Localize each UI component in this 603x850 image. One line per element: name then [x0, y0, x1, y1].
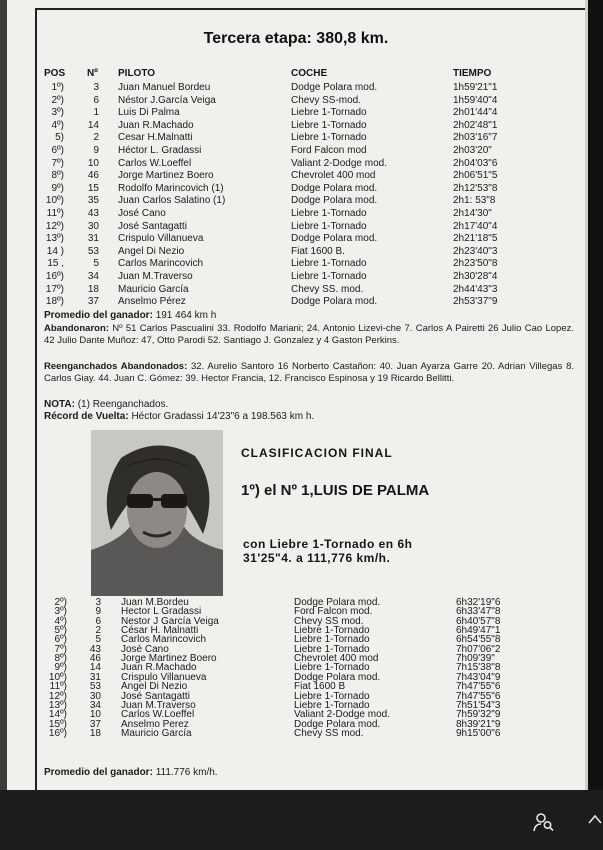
- stage-row-pilot: Mauricio García: [118, 283, 189, 295]
- chevron-up-icon[interactable]: [586, 808, 603, 837]
- final-row-car: Liebre 1-Tornado: [294, 662, 370, 674]
- final-row-car: Ford Falcon mod.: [294, 606, 373, 618]
- final-row-pos: 5º): [54, 625, 67, 637]
- final-average-value: 111.776 km/h.: [155, 767, 218, 778]
- final-row-pilot: Carlos Marincovich: [121, 634, 207, 646]
- stage-row-pilot: Angel Di Nezio: [118, 245, 185, 257]
- stage-row-time: 2h44'43"3: [453, 283, 498, 295]
- stage-row-pos: 13º): [45, 233, 64, 245]
- stage-row-num: 35: [87, 195, 99, 207]
- stage-row-num: 15: [87, 182, 99, 194]
- final-row-num: 53: [89, 681, 101, 693]
- stage-row-time: 2h23'50"8: [453, 258, 498, 270]
- stage-row-time: 2h04'03"6: [453, 157, 498, 169]
- stage-row-car: Liebre 1-Tornado: [291, 258, 367, 270]
- final-row-num: 6: [95, 615, 101, 627]
- final-row-car: Liebre 1-Tornado: [294, 643, 370, 655]
- stage-row-num: 46: [87, 170, 99, 182]
- header-pilot: PILOTO: [118, 68, 156, 79]
- final-row-time: 7h47'55"6: [456, 690, 501, 702]
- stage-row-pilot: Juan M.Traverso: [118, 271, 193, 282]
- final-row-car: Liebre 1-Tornado: [294, 690, 370, 702]
- final-row-time: 6h33'47"8: [456, 606, 501, 618]
- final-row-car: Liebre 1-Tornado: [294, 634, 370, 646]
- page-title: Tercera etapa: 380,8 km.: [203, 30, 389, 47]
- stage-row-car: Valiant 2-Dodge mod.: [291, 157, 387, 169]
- final-row-pilot: Mauricio García: [121, 727, 192, 739]
- driver-photo: [91, 430, 223, 596]
- search-people-icon[interactable]: [531, 810, 555, 839]
- final-row-pos: 14º): [48, 709, 67, 721]
- final-row-time: 9h15'00"6: [456, 727, 501, 739]
- stage-row-pilot: Rodolfo Marincovich (1): [118, 182, 224, 194]
- rejoined-label: Reenganchados Abandonados:: [44, 361, 188, 372]
- stage-row-pos: 7º): [51, 157, 64, 169]
- final-row-num: 2: [95, 625, 101, 637]
- stage-row-time: 2h1: 53"8: [453, 195, 496, 207]
- stage-row-num: 1: [93, 107, 99, 119]
- stage-row-pilot: Juan Carlos Salatino (1): [118, 195, 226, 207]
- stage-row-car: Liebre 1-Tornado: [291, 208, 367, 219]
- stage-row-num: 5: [93, 258, 99, 270]
- final-row-pilot: Juan R.Machado: [121, 662, 197, 674]
- final-row-pilot: Angel Di Nezio: [121, 681, 188, 693]
- final-row-num: 37: [89, 718, 101, 730]
- stage-row-num: 3: [93, 82, 99, 93]
- stage-row-time: 2h12'53"8: [453, 182, 498, 194]
- stage-row-car: Fiat 1600 B.: [291, 245, 345, 257]
- stage-row-pilot: José Cano: [118, 208, 166, 219]
- final-row-car: Dodge Polara mod.: [294, 597, 381, 608]
- final-row-car: Fiat 1600 B: [294, 681, 346, 693]
- note-label: NOTA:: [44, 399, 75, 410]
- final-row-num: 46: [89, 653, 101, 665]
- final-row-pilot: José Cano: [121, 643, 169, 655]
- abandoned-label: Abandonaron:: [44, 323, 109, 334]
- final-row-time: 7h09'39": [456, 653, 495, 665]
- stage-row-time: 2h17'40"4: [453, 220, 498, 232]
- stage-row-time: 2h06'51"5: [453, 170, 498, 182]
- final-row-time: 7h59'32"9: [456, 709, 501, 721]
- stage-row-num: 30: [87, 220, 99, 232]
- final-row-pilot: Juan M.Traverso: [121, 699, 196, 711]
- stage-row-car: Liebre 1-Tornado: [291, 132, 367, 144]
- stage-row-car: Dodge Polara mod.: [291, 296, 378, 308]
- final-row-pos: 12º): [48, 690, 67, 702]
- final-row-pos: 11º): [49, 681, 67, 693]
- stage-row-pos: 9º): [51, 182, 64, 194]
- stage-row-car: Liebre 1-Tornado: [291, 271, 367, 282]
- final-row-car: Liebre 1-Tornado: [294, 699, 370, 711]
- stage-row-car: Dodge Polara mod.: [291, 195, 378, 207]
- final-row-pos: 9º): [54, 662, 67, 674]
- stage-row-pilot: Cesar H.Malnatti: [118, 132, 193, 144]
- stage-row-car: Dodge Polara mod.: [291, 82, 378, 93]
- stage-row-pilot: José Santagatti: [118, 220, 187, 232]
- final-row-num: 34: [89, 699, 101, 711]
- stage-row-pilot: Anselmo Pérez: [118, 296, 186, 308]
- final-average-label: Promedio del ganador:: [44, 767, 153, 778]
- stage-row-time: 2h02'48"1: [453, 119, 498, 131]
- stage-row-num: 10: [87, 157, 99, 169]
- stage-row-car: Chevy SS-mod.: [291, 94, 362, 106]
- stage-row-num: 2: [93, 132, 99, 144]
- stage-row-num: 31: [87, 233, 99, 245]
- final-row-pos: 13º): [48, 699, 67, 711]
- final-winner-detail: con Liebre 1-Tornado en 6h 31'25"4. a 111,776 km/h.: [243, 537, 413, 565]
- lap-record-label: Récord de Vuelta:: [44, 411, 129, 422]
- header-pos: POS: [44, 68, 66, 79]
- stage-row-pos: 1º): [51, 82, 64, 93]
- stage-row-pilot: Luis Di Palma: [118, 107, 180, 119]
- final-row-time: 6h49'47"1: [456, 625, 501, 637]
- stage-row-pos: 18º): [45, 296, 64, 308]
- final-row-num: 3: [95, 597, 101, 608]
- rejoined-paragraph: [44, 361, 574, 386]
- winner-average: [44, 310, 216, 322]
- final-row-num: 10: [89, 709, 101, 721]
- final-row-pos: 8º): [54, 653, 67, 665]
- stage-row-pos: 3º): [51, 107, 64, 119]
- stage-row-pos: 5): [55, 132, 64, 144]
- stage-row-num: 53: [87, 245, 99, 257]
- stage-row-pilot: Néstor J.García Veiga: [118, 94, 216, 106]
- stage-row-time: 2h53'37"9: [453, 296, 498, 308]
- final-row-pilot: Crispulo Villanueva: [121, 671, 207, 683]
- stage-row-pilot: Héctor L. Gradassi: [118, 145, 202, 156]
- abandoned-paragraph: [44, 323, 574, 348]
- final-row-num: 30: [89, 690, 101, 702]
- lap-record: [44, 411, 314, 423]
- stage-row-pos: 11º): [46, 208, 64, 219]
- stage-row-time: 2h14'30": [453, 208, 492, 219]
- final-row-num: 14: [89, 662, 101, 674]
- final-row-time: 7h15'38"8: [456, 662, 501, 674]
- final-row-pos: 2º): [54, 597, 67, 608]
- final-row-pilot: Jorge Martinez Boero: [121, 653, 217, 665]
- stage-row-pilot: Juan R.Machado: [118, 119, 194, 131]
- final-classification-title: CLASIFICACION FINAL: [241, 446, 393, 460]
- stage-row-pos: 6º): [51, 145, 64, 156]
- scanned-page: [7, 0, 585, 790]
- stage-row-pos: 17º): [45, 283, 64, 295]
- final-row-pilot: Nestor J García Veiga: [121, 615, 219, 627]
- note: [44, 399, 168, 411]
- stage-row-time: 2h01'44"4: [453, 107, 498, 119]
- header-num: Nº: [87, 68, 98, 79]
- final-row-pos: 15º): [48, 718, 67, 730]
- stage-row-time: 2h21'18"5: [453, 233, 498, 245]
- stage-row-pos: 15 ,: [47, 258, 64, 270]
- final-row-pos: 16º): [48, 727, 67, 739]
- header-car: COCHE: [291, 68, 328, 79]
- stage-row-time: 2h30'28"4: [453, 271, 498, 282]
- final-row-num: 18: [89, 727, 101, 739]
- final-row-car: Chevrolet 400 mod: [294, 653, 379, 665]
- stage-row-car: Chevy SS. mod.: [291, 283, 364, 295]
- final-row-num: 31: [89, 671, 101, 683]
- final-row-time: 6h40'57"8: [456, 615, 501, 627]
- final-row-num: 43: [89, 643, 101, 655]
- stage-row-num: 34: [87, 271, 99, 282]
- winner-average-label: Promedio del ganador:: [44, 310, 153, 321]
- stage-row-time: 2h03'20": [453, 145, 492, 156]
- final-row-time: 7h47'55"6: [456, 681, 501, 693]
- final-row-time: 7h07'06"2: [456, 643, 501, 655]
- stage-row-num: 6: [93, 94, 99, 106]
- stage-row-pos: 8º): [51, 170, 64, 182]
- final-row-car: Liebre 1-Tornado: [294, 625, 370, 637]
- stage-row-car: Chevrolet 400 mod: [291, 170, 376, 182]
- rejoined-text: 32. Aurelio Santoro 16 Norberto Castañon: 40. Juan Ayarza Garre 20. Adrian Villegas 8. Carlos Giay. 44. Juan C. Gómez: 39. Hector Francia, 12. Francisco Espinosa y 19 Ricardo Bellitti.: [44, 361, 574, 385]
- final-row-pilot: José Santagatti: [121, 690, 190, 702]
- final-row-time: 6h32'19"6: [456, 597, 501, 608]
- note-text: (1) Reenganchados.: [77, 399, 169, 410]
- stage-row-pilot: Juan Manuel Bordeu: [118, 82, 211, 93]
- stage-row-num: 37: [87, 296, 99, 308]
- final-row-pilot: Anselmo Perez: [121, 718, 189, 730]
- stage-row-car: Liebre 1-Tornado: [291, 220, 367, 232]
- final-row-pos: 4º): [54, 615, 67, 627]
- stage-row-num: 9: [93, 145, 99, 156]
- taskbar: [0, 790, 603, 850]
- final-row-pos: 6º): [54, 634, 67, 646]
- final-winner: 1º) el Nº 1,LUIS DE PALMA: [241, 482, 430, 499]
- final-row-num: 9: [95, 606, 101, 618]
- stage-row-pilot: Crispulo Villanueva: [118, 233, 204, 245]
- final-row-pilot: Carlos W.Loeffel: [121, 709, 195, 721]
- final-row-time: 6h54'55"8: [456, 634, 501, 646]
- final-row-time: 8h39'21"9: [456, 718, 501, 730]
- stage-row-pos: 10º): [45, 195, 64, 207]
- winner-average-value: 191 464 km h: [155, 310, 217, 321]
- stage-row-car: Ford Falcon mod: [291, 145, 367, 156]
- stage-row-pilot: Jorge Martinez Boero: [118, 170, 214, 182]
- stage-row-time: 1h59'40"4: [453, 94, 498, 106]
- final-row-num: 5: [95, 634, 101, 646]
- final-row-car: Valiant 2-Dodge mod.: [294, 709, 390, 721]
- final-row-pos: 7º): [54, 643, 67, 655]
- final-row-car: Dodge Polara mod.: [294, 718, 381, 730]
- stage-row-num: 43: [87, 208, 99, 219]
- final-average: [44, 767, 218, 779]
- stage-row-time: 2h23'40"3: [453, 245, 498, 257]
- final-row-pilot: Juan M.Bordeu: [121, 597, 189, 608]
- final-row-pilot: Hector L Gradassi: [121, 606, 202, 618]
- final-row-pos: 3º): [54, 606, 67, 618]
- stage-row-car: Liebre 1-Tornado: [291, 107, 367, 119]
- stage-row-pos: 12º): [45, 220, 64, 232]
- final-row-pilot: César H. Malnatti: [121, 625, 199, 637]
- stage-row-pos: 2º): [51, 94, 64, 106]
- stage-row-num: 18: [87, 283, 99, 295]
- right-background: [588, 0, 603, 790]
- abandoned-text: Nº 51 Carlos Pascualini 33. Rodolfo Mariani; 24. Antonio Lizevi-che 7. Carlos A Pairetti 26 Julio Cao Lopez. 42 Julio Dante Muñoz: 47, Otto Parodi 52. Santiago J. Gonzalez y 4 Gaston Perkins.: [44, 323, 575, 347]
- final-row-car: Chevy SS mod.: [294, 615, 364, 627]
- final-row-car: Chevy SS mod.: [294, 727, 364, 739]
- stage-row-pilot: Carlos Marincovich: [118, 258, 204, 270]
- final-row-pos: 10º): [48, 671, 67, 683]
- stage-row-car: Liebre 1-Tornado: [291, 119, 367, 131]
- stage-row-car: Dodge Polara mod.: [291, 233, 378, 245]
- header-time: TIEMPO: [453, 68, 492, 79]
- left-edge: [0, 0, 7, 790]
- stage-row-time: 1h59'21"1: [453, 82, 498, 93]
- stage-row-num: 14: [87, 119, 99, 131]
- stage-row-pilot: Carlos W.Loeffel: [118, 157, 192, 169]
- stage-row-pos: 4º): [51, 119, 64, 131]
- stage-row-time: 2h03'16"7: [453, 132, 498, 144]
- lap-record-text: Héctor Gradassi 14'23"6 a 198.563 km h.: [131, 411, 315, 422]
- stage-row-car: Dodge Polara mod.: [291, 182, 378, 194]
- stage-row-pos: 16º): [45, 271, 64, 282]
- final-row-car: Dodge Polara mod.: [294, 671, 381, 683]
- final-row-time: 7h43'04"9: [456, 671, 501, 683]
- final-row-time: 7h51'54"3: [456, 699, 501, 711]
- stage-row-pos: 14 ): [46, 245, 64, 257]
